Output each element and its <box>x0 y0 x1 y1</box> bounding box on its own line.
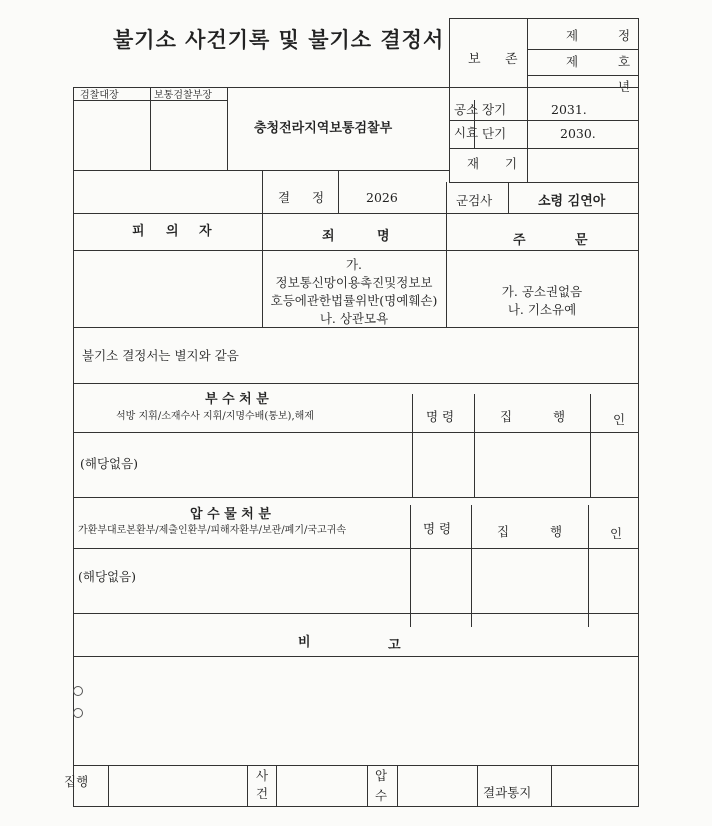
decision-label-1: 결 <box>278 190 291 205</box>
preservation-cell-b: 정 <box>618 28 631 43</box>
seized-execute-1: 집 <box>497 524 510 539</box>
header-suspect-2: 의 <box>166 224 179 239</box>
disposition-line-2: 나. 기소유예 <box>507 302 577 317</box>
seized-body: (해당없음) <box>78 569 137 584</box>
remarks-bullet-2 <box>73 708 83 718</box>
prosecutor-name: 소령 김연아 <box>538 194 606 209</box>
form-title: 불기소 사건기록 및 불기소 결정서 <box>113 27 445 52</box>
remarks-label-1: 비 <box>298 635 311 650</box>
ancillary-subtitle: 석방 지휘/소재수사 지휘/지명수배(통보),해제 <box>116 411 314 422</box>
preservation-cell-c: 제 <box>566 54 579 69</box>
header-suspect-1: 피 <box>132 224 145 239</box>
ancillary-body: (해당없음) <box>80 456 139 471</box>
header-disposition-2: 문 <box>575 233 588 248</box>
footer-case-1: 사 <box>256 768 269 783</box>
preservation-label-1: 보 <box>468 52 481 67</box>
statute-label-2: 시효 <box>454 125 479 140</box>
footer-result-notice: 결과통지 <box>483 785 532 800</box>
charge-line-2: 정보통신망이용촉진및정보보 <box>275 275 433 290</box>
remarks-bullet-1 <box>73 686 83 696</box>
charge-line-3: 호등에관한법률위반(명예훼손) <box>270 293 438 308</box>
statute-short-label: 단기 <box>482 126 507 141</box>
ancillary-execute-2: 행 <box>553 409 566 424</box>
seized-subtitle: 가환부대로본환부/제출인환부/피해자환부/보관/폐기/국고귀속 <box>78 525 347 536</box>
charge-line-4: 나. 상관모욕 <box>319 311 389 326</box>
ancillary-order: 명 령 <box>426 409 455 424</box>
reopen-label-2: 기 <box>505 156 518 171</box>
seized-execute-2: 행 <box>550 524 563 539</box>
statute-short-value: 2030. <box>560 126 596 141</box>
deputy-chief-label: 보통검찰부장 <box>154 90 212 101</box>
preservation-cell-d: 호 <box>618 54 631 69</box>
charge-line-1: 가. <box>345 257 363 272</box>
seized-seal: 인 <box>610 526 623 541</box>
header-suspect-3: 자 <box>199 224 212 239</box>
ancillary-title: 부 수 처 분 <box>205 392 269 407</box>
dispositions-cell <box>446 283 638 319</box>
ancillary-seal: 인 <box>613 412 626 427</box>
preservation-cell-a: 제 <box>566 28 579 43</box>
statute-label-1: 공소 <box>454 102 479 117</box>
footer-case-2: 건 <box>256 786 269 801</box>
decision-year: 2026 <box>366 190 398 205</box>
seized-order: 명 령 <box>423 521 452 536</box>
header-charge-2: 명 <box>377 229 390 244</box>
header-charge-1: 죄 <box>322 229 335 244</box>
footer-seizure-2: 수 <box>375 788 388 803</box>
footer-seizure-1: 압 <box>375 768 388 783</box>
office-name: 충청전라지역보통검찰부 <box>254 121 393 136</box>
header-disposition-1: 주 <box>513 233 526 248</box>
statute-long-value: 2031. <box>551 102 587 117</box>
reopen-label-1: 재 <box>467 156 480 171</box>
seized-title: 압 수 물 처 분 <box>190 507 271 522</box>
ancillary-execute-1: 집 <box>500 409 513 424</box>
decision-label-2: 정 <box>312 190 325 205</box>
decision-note: 불기소 결정서는 별지와 같음 <box>82 348 239 363</box>
statute-long-label: 장기 <box>482 102 507 117</box>
remarks-label-2: 고 <box>388 638 401 653</box>
charges-cell <box>262 256 446 328</box>
chief-prosecutor-label: 검찰대장 <box>80 90 119 101</box>
prosecutor-label: 군검사 <box>456 193 493 208</box>
footer-execution: 집행 <box>64 774 89 789</box>
preservation-label-2: 존 <box>505 52 518 67</box>
disposition-line-1: 가. 공소권없음 <box>501 284 583 299</box>
